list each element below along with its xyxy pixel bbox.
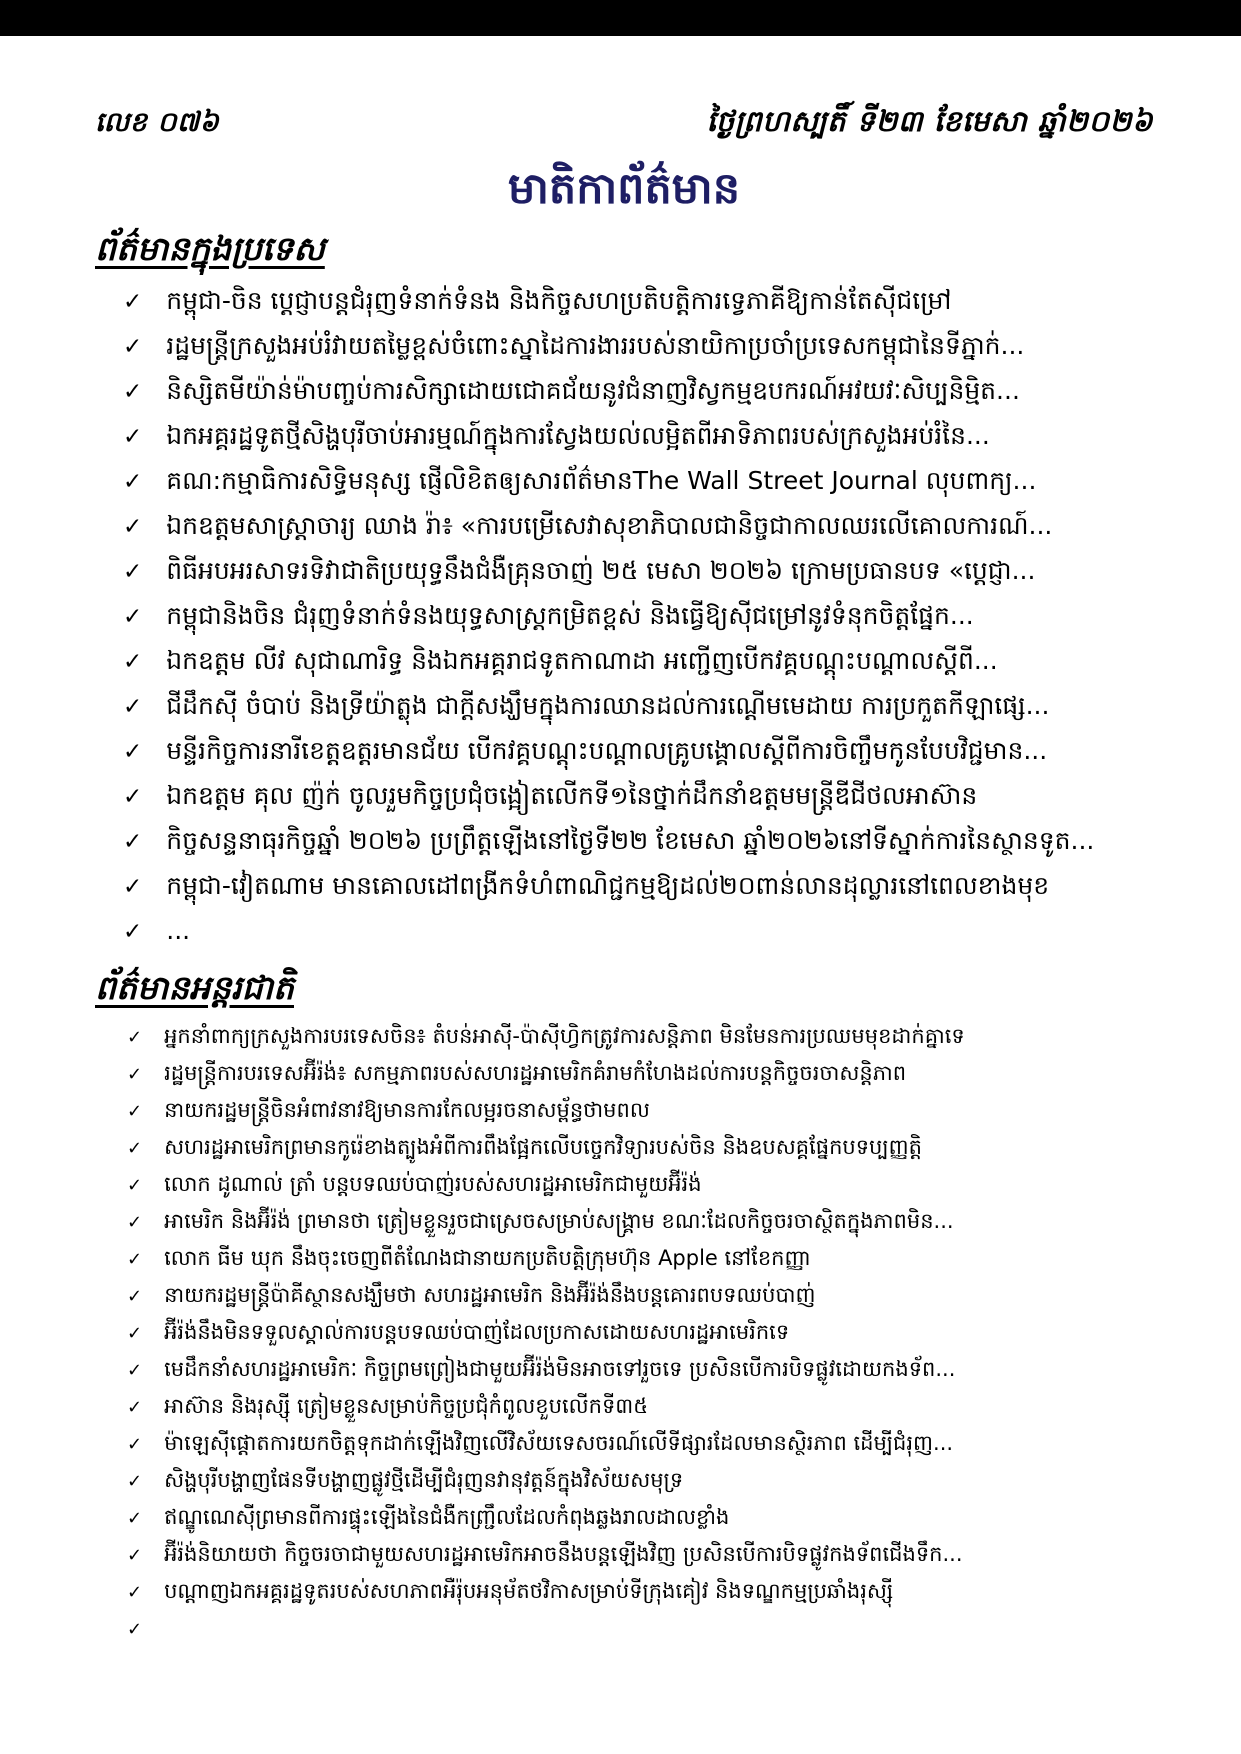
news-item — [123, 417, 1153, 462]
news-item-text: ឯកឧត្តមសាស្ត្រាចារ្យ ឈាង រ៉ា៖ «ការបម្រើសេវាសុខាភិបាលជានិច្ចជាកាលឈរលើគោលការណ៍... — [166, 511, 1053, 541]
news-item — [127, 1243, 1153, 1280]
international-news-list — [95, 1021, 1153, 1650]
news-item — [127, 1576, 1153, 1613]
news-item-text: រដ្ឋមន្ត្រីក្រសួងអប់រំវាយតម្លៃខ្ពស់ចំពោះស្នាដៃការងាររបស់នាយិកាប្រចាំប្រទេសកម្ពុជានៃទីភ្នាក់... — [166, 331, 1025, 361]
checkmark-icon: ✓ — [127, 1064, 143, 1086]
scan-edge-bar — [0, 0, 1241, 36]
news-item — [123, 732, 1153, 777]
news-item — [123, 687, 1153, 732]
news-item-text: កម្ពុជា-វៀតណាម មានគោលដៅពង្រីកទំហំពាណិជ្ជកម្មឱ្យដល់២០ពាន់លានដុល្លារនៅពេលខាងមុខ — [166, 871, 1050, 901]
news-item — [123, 552, 1153, 597]
page-title: មាតិកាព័ត៌មាន — [507, 164, 740, 214]
news-item-text: ឯកអគ្គរដ្ឋទូតថ្មីសិង្ហបុរីចាប់អារម្មណ៍ក្នុងការស្វែងយល់លម្អិតពីអាទិភាពរបស់ក្រសួងអប់រំនៃ... — [166, 421, 990, 451]
checkmark-icon: ✓ — [123, 874, 143, 901]
checkmark-icon: ✓ — [127, 1027, 143, 1049]
issue-number: លេខ ០៧៦ — [95, 107, 220, 138]
news-item — [127, 1280, 1153, 1317]
checkmark-icon: ✓ — [127, 1582, 143, 1604]
document-header — [95, 104, 1153, 146]
checkmark-icon: ✓ — [123, 514, 143, 541]
news-item-text: អ៊ីរ៉ង់នឹងមិនទទួលស្គាល់ការបន្តបទឈប់បាញ់ដែលប្រកាសដោយសហរដ្ឋអាមេរិកទេ — [164, 1320, 790, 1345]
news-item-text: គណ:កម្មាធិការសិទ្ធិមនុស្ស ផ្ញើលិខិតឲ្យសារព័ត៌មានThe Wall Street Journal លុបពាក្យ... — [166, 466, 1037, 496]
section-domestic-news — [95, 226, 1153, 957]
news-item-text: នាយករដ្ឋមន្ត្រីប៉ាគីស្ថានសង្ឃឹមថា សហរដ្ឋអាមេរិក និងអ៊ីរ៉ង់នឹងបន្តគោរពបទឈប់បាញ់ — [164, 1283, 816, 1308]
news-item — [127, 1206, 1153, 1243]
checkmark-icon: ✓ — [127, 1138, 143, 1160]
checkmark-icon: ✓ — [123, 829, 143, 856]
news-item-text: នាយករដ្ឋមន្ត្រីចិនអំពាវនាវឱ្យមានការកែលម្អរចនាសម្ព័ន្ធថាមពល — [164, 1098, 650, 1123]
news-item — [123, 777, 1153, 822]
news-item — [123, 372, 1153, 417]
checkmark-icon: ✓ — [123, 379, 143, 406]
news-item — [123, 912, 1153, 957]
news-item-text: បណ្តាញឯកអគ្គរដ្ឋទូតរបស់សហភាពអឺរ៉ុបអនុម័តថវិកាសម្រាប់ទីក្រុងគៀវ និងទណ្ឌកម្មប្រឆាំងរុស្ស៊ី — [164, 1579, 894, 1604]
news-item — [127, 1465, 1153, 1502]
checkmark-icon: ✓ — [127, 1545, 143, 1567]
checkmark-icon: ✓ — [123, 334, 143, 361]
news-item — [127, 1169, 1153, 1206]
checkmark-icon: ✓ — [127, 1323, 143, 1345]
checkmark-icon: ✓ — [123, 739, 143, 766]
news-item-text: សិង្ហបុរីបង្ហាញផែនទីបង្ហាញផ្លូវថ្មីដើម្បីជំរុញនវានុវត្តន៍ក្នុងវិស័យសមុទ្រ — [164, 1468, 684, 1493]
news-item — [127, 1317, 1153, 1354]
news-item-text: ឥណ្ឌូណេស៊ីព្រមានពីការផ្ទុះឡើងនៃជំងឺកញ្ជ្រឹលដែលកំពុងឆ្លងរាលដាលខ្លាំង — [164, 1505, 730, 1530]
checkmark-icon: ✓ — [127, 1360, 143, 1382]
checkmark-icon: ✓ — [127, 1212, 143, 1234]
news-item-text: ឯកឧត្តម គុល ញ៉ក់ ចូលរួមកិច្ចប្រជុំចង្អៀតលើកទី១នៃថ្នាក់ដឹកនាំឧត្តមមន្ត្រីឌីជីថលអាស៊ាន — [166, 781, 978, 811]
news-item-text: រដ្ឋមន្ត្រីការបរទេសអ៊ីរ៉ង់៖ សកម្មភាពរបស់សហរដ្ឋអាមេរិកគំរាមកំហែងដល់ការបន្តកិច្ចចរចាសន្តិភាព — [164, 1061, 907, 1086]
news-item-text: លោក ធីម ឃុក នឹងចុះចេញពីតំណែងជានាយកប្រតិបត្តិក្រុមហ៊ុន Apple នៅខែកញ្ញា — [164, 1246, 811, 1271]
news-item-text: សហរដ្ឋអាមេរិកព្រមានកូរ៉េខាងត្បូងអំពីការពឹងផ្អែកលើបច្ចេកវិទ្យារបស់ចិន និងឧបសគ្គផ្នែកបទប្បញ្ញត្តិ — [164, 1135, 922, 1160]
news-item — [127, 1391, 1153, 1428]
news-item — [127, 1021, 1153, 1058]
checkmark-icon: ✓ — [123, 424, 143, 451]
news-item — [127, 1132, 1153, 1169]
news-item-text: កិច្ចសន្ទនាធុរកិច្ចឆ្នាំ ២០២៦ ប្រព្រឹត្តឡើងនៅថ្ងៃទី២២ ខែមេសា ឆ្នាំ២០២៦នៅទីស្នាក់ការនៃស្ថានទូត... — [166, 826, 1095, 856]
news-item-text: អាមេរិក និងអ៊ីរ៉ង់ ព្រមានថា ត្រៀមខ្លួនរួចជាស្រេចសម្រាប់សង្គ្រាម ខណៈដែលកិច្ចចរចាស្ថិតក្នុងភាពមិន... — [164, 1209, 954, 1234]
checkmark-icon: ✓ — [123, 649, 143, 676]
date-line: ថ្ងៃព្រហស្បតិ៍ ទី២៣ ខែមេសា ឆ្នាំ២០២៦ — [706, 104, 1153, 138]
checkmark-icon: ✓ — [123, 469, 143, 496]
news-item-text: ជីដឹកស៊ី ចំបាប់ និងទ្រីយ៉ាត្លុង ជាក្តីសង្ឃឹមក្នុងការឈានដល់ការណ្តើមមេដាយ ការប្រកួតកីឡាផ្សេ... — [166, 691, 1050, 721]
news-item-text: ម៉ាឡេស៊ីផ្តោតការយកចិត្តទុកដាក់ឡើងវិញលើវិស័យទេសចរណ៍លើទីផ្សារដែលមានស្ថិរភាព ដើម្បីជំរុញ... — [164, 1431, 954, 1456]
checkmark-icon: ✓ — [127, 1471, 143, 1493]
news-item — [123, 642, 1153, 687]
checkmark-icon: ✓ — [127, 1619, 143, 1641]
news-item-text: មេដឹកនាំសហរដ្ឋអាមេរិកៈ កិច្ចព្រមព្រៀងជាមួយអ៊ីរ៉ង់មិនអាចទៅរួចទេ ប្រសិនបើការបិទផ្លូវដោយកងទ័ព... — [164, 1357, 956, 1382]
news-item — [127, 1502, 1153, 1539]
news-item — [127, 1539, 1153, 1576]
news-item — [127, 1613, 1153, 1650]
section-heading-domestic: ព័ត៌មានក្នុងប្រទេស — [95, 228, 325, 268]
news-item-text: អាស៊ាន និងរុស្ស៊ី ត្រៀមខ្លួនសម្រាប់កិច្ចប្រជុំកំពូលខួបលើកទី៣៥ — [164, 1394, 649, 1419]
news-item-text: ឯកឧត្តម លីវ សុជាណារិទ្ធ និងឯកអគ្គរាជទូតកាណាដា អញ្ជើញបើកវគ្គបណ្តុះបណ្តាលស្តីពី... — [166, 646, 998, 676]
domestic-news-list — [95, 282, 1153, 957]
checkmark-icon: ✓ — [123, 289, 143, 316]
news-item-text: ... — [166, 916, 191, 946]
checkmark-icon: ✓ — [123, 604, 143, 631]
checkmark-icon: ✓ — [123, 919, 143, 946]
news-item-text: មន្ទីរកិច្ចការនារីខេត្តឧត្តរមានជ័យ បើកវគ្គបណ្តុះបណ្តាលគ្រូបង្គោលស្តីពីការចិញ្ចឹមកូនបែបវិជ្ជមាន... — [166, 736, 1048, 766]
news-item-text: កម្ពុជា-ចិន ប្តេជ្ញាបន្តជំរុញទំនាក់ទំនង និងកិច្ចសហប្រតិបត្តិការទ្វេភាគីឱ្យកាន់តែស៊ីជម្រៅ — [166, 286, 952, 316]
news-item — [123, 507, 1153, 552]
news-item — [127, 1354, 1153, 1391]
section-international-news — [95, 965, 1153, 1650]
checkmark-icon: ✓ — [123, 694, 143, 721]
news-item-text: អ៊ីរ៉ង់និយាយថា កិច្ចចរចាជាមួយសហរដ្ឋអាមេរិកអាចនឹងបន្តឡើងវិញ ប្រសិនបើការបិទផ្លូវកងទ័ពជើងទឹក... — [164, 1542, 963, 1567]
checkmark-icon: ✓ — [127, 1101, 143, 1123]
checkmark-icon: ✓ — [127, 1434, 143, 1456]
checkmark-icon: ✓ — [127, 1286, 143, 1308]
news-item-text: អ្នកនាំពាក្យក្រសួងការបរទេសចិន៖ តំបន់អាស៊ី-ប៉ាស៊ីហ្វិកត្រូវការសន្តិភាព មិនមែនការប្រឈមមុខដាក់គ្នាទេ — [164, 1024, 965, 1049]
news-item — [123, 597, 1153, 642]
section-heading-international: ព័ត៌មានអន្តរជាតិ — [95, 968, 294, 1008]
news-item-text: ពិធីអបអរសាទរទិវាជាតិប្រយុទ្ធនឹងជំងឺគ្រុនចាញ់ ២៥ មេសា ២០២៦ ក្រោមប្រធានបទ «ប្តេជ្ញា... — [166, 556, 1036, 586]
news-item — [123, 867, 1153, 912]
news-item — [123, 462, 1153, 507]
checkmark-icon: ✓ — [123, 784, 143, 811]
news-item — [127, 1095, 1153, 1132]
news-item — [127, 1058, 1153, 1095]
checkmark-icon: ✓ — [123, 559, 143, 586]
news-item — [127, 1428, 1153, 1465]
news-item — [123, 822, 1153, 867]
news-item-text: កម្ពុជានិងចិន ជំរុញទំនាក់ទំនងយុទ្ធសាស្ត្រកម្រិតខ្ពស់ និងធ្វើឱ្យស៊ីជម្រៅនូវទំនុកចិត្តផ្នែក... — [166, 601, 974, 631]
checkmark-icon: ✓ — [127, 1397, 143, 1419]
news-item — [123, 327, 1153, 372]
checkmark-icon: ✓ — [127, 1508, 143, 1530]
checkmark-icon: ✓ — [127, 1175, 143, 1197]
news-item-text: និស្សិតមីយ៉ាន់ម៉ាបញ្ចប់ការសិក្សាដោយជោគជ័យនូវជំនាញវិស្វកម្មឧបករណ៍អវយវៈសិប្បនិម្មិត... — [166, 376, 1020, 406]
news-item — [123, 282, 1153, 327]
document-content — [0, 104, 1241, 1650]
checkmark-icon: ✓ — [127, 1249, 143, 1271]
news-item-text: លោក ដូណាល់ ត្រាំ បន្តបទឈប់បាញ់របស់សហរដ្ឋអាមេរិកជាមួយអ៊ីរ៉ង់ — [164, 1172, 702, 1197]
